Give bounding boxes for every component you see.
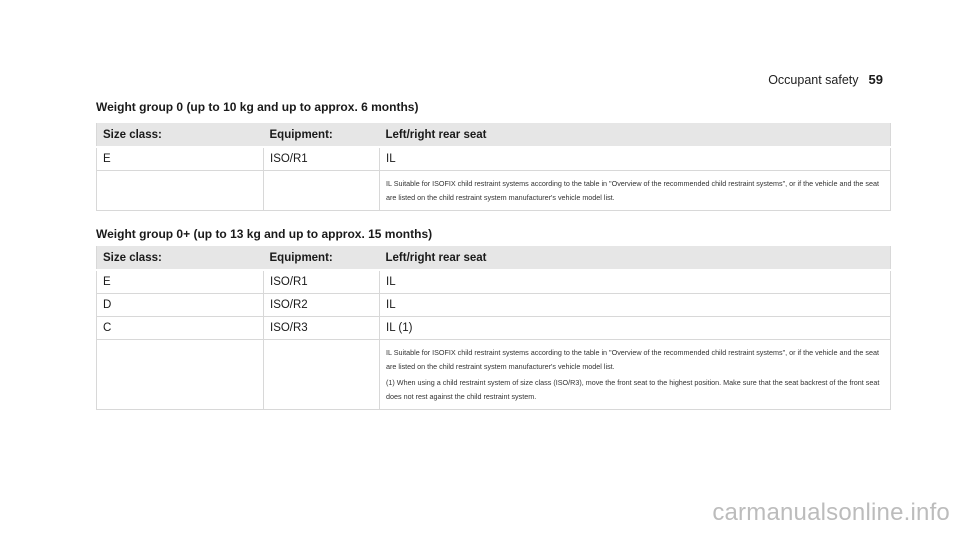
column-header-size-class: Size class:	[97, 123, 264, 147]
weight-group-0-plus-table	[96, 246, 891, 410]
size-class-cell: E	[97, 147, 264, 171]
table-header-row	[97, 246, 891, 270]
table-title-weight-group-0: Weight group 0 (up to 10 kg and up to approx. 6 months)	[96, 100, 419, 114]
page-header	[768, 72, 883, 87]
equipment-cell: ISO/R1	[264, 270, 380, 294]
empty-cell	[97, 171, 264, 211]
table-row	[97, 147, 891, 171]
table-notes-row	[97, 340, 891, 410]
table-title-weight-group-0-plus: Weight group 0+ (up to 13 kg and up to approx. 15 months)	[96, 227, 433, 241]
notes-cell	[380, 340, 891, 410]
size-class-cell: E	[97, 270, 264, 294]
table-row	[97, 270, 891, 294]
size-class-cell: C	[97, 317, 264, 340]
equipment-cell: ISO/R3	[264, 317, 380, 340]
column-header-rear-seat: Left/right rear seat	[380, 246, 891, 270]
equipment-cell: ISO/R1	[264, 147, 380, 171]
page-number: 59	[868, 72, 883, 87]
table-row	[97, 294, 891, 317]
footnote-1: (1) When using a child restraint system of size class (ISO/R3), move the front seat to the highest position. Make sure that the seat backrest of the front seat does not rest against the child restraint system.	[386, 378, 880, 401]
notes-cell	[380, 171, 891, 211]
column-header-rear-seat: Left/right rear seat	[380, 123, 891, 147]
table-notes-row	[97, 171, 891, 211]
column-header-size-class: Size class:	[97, 246, 264, 270]
watermark: carmanualsonline.info	[712, 499, 950, 526]
table-row	[97, 317, 891, 340]
footnote-il: IL Suitable for ISOFIX child restraint systems according to the table in "Overview of the recommended child restraint systems", or if the vehicle and the seat are listed on the child restraint system manufacturer's vehicle model list.	[386, 348, 880, 371]
column-header-equipment: Equipment:	[264, 123, 380, 147]
rear-seat-cell: IL	[380, 270, 891, 294]
footnote-il: IL Suitable for ISOFIX child restraint systems according to the table in "Overview of the recommended child restraint systems", or if the vehicle and the seat are listed on the child restraint system manufacturer's vehicle model list.	[386, 179, 880, 202]
rear-seat-cell: IL	[380, 294, 891, 317]
empty-cell	[264, 171, 380, 211]
size-class-cell: D	[97, 294, 264, 317]
equipment-cell: ISO/R2	[264, 294, 380, 317]
empty-cell	[97, 340, 264, 410]
section-name: Occupant safety	[768, 73, 859, 87]
rear-seat-cell: IL (1)	[380, 317, 891, 340]
empty-cell	[264, 340, 380, 410]
column-header-equipment: Equipment:	[264, 246, 380, 270]
weight-group-0-table	[96, 123, 891, 211]
table-header-row	[97, 123, 891, 147]
rear-seat-cell: IL	[380, 147, 891, 171]
